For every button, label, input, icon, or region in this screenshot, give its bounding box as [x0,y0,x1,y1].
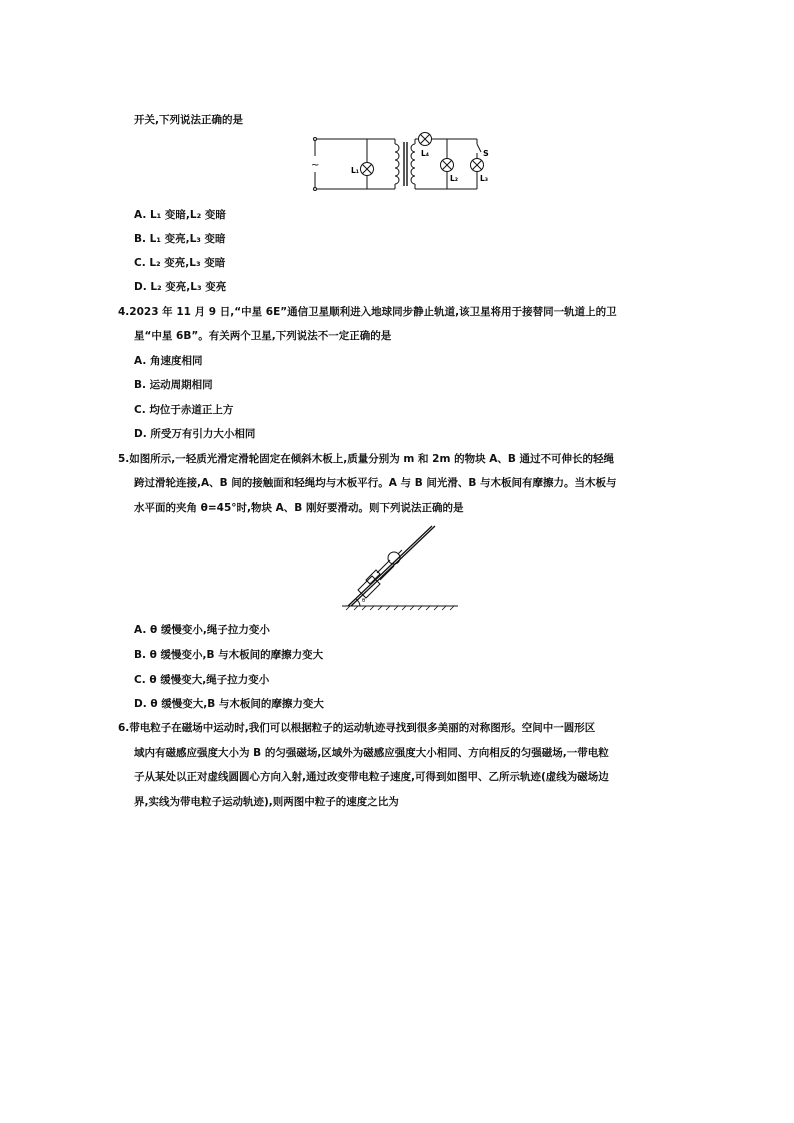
q3-option-a[interactable]: A. L₁ 变暗,L₂ 变暗 [134,209,226,221]
q3-option-c[interactable]: C. L₂ 变亮,L₃ 变暗 [134,257,226,269]
q3-option-d[interactable]: D. L₂ 变亮,L₃ 变亮 [134,281,227,293]
q5-stem-line1: 5.如图所示,一轻质光滑定滑轮固定在倾斜木板上,质量分别为 m 和 2m 的物块 A、B 通过不可伸长的轻绳 [118,453,615,465]
q5-option-b[interactable]: B. θ 缓慢变小,B 与木板间的摩擦力变大 [134,649,324,661]
incline-pulley-figure [336,522,462,612]
q4-option-c[interactable]: C. 均位于赤道正上方 [134,404,234,416]
label-l3: L₃ [480,174,489,183]
q4-option-d[interactable]: D. 所受万有引力大小相同 [134,428,256,440]
q5-option-a[interactable]: A. θ 缓慢变小,绳子拉力变小 [134,624,270,636]
label-l1: L₁ [351,166,360,175]
q6-stem-line4: 界,实线为带电粒子运动轨迹),则两图中粒子的速度之比为 [134,796,399,808]
q5-stem-line2: 跨过滑轮连接,A、B 间的接触面和轻绳均与木板平行。A 与 B 间光滑、B 与木板间有摩擦力。当木板与 [134,477,617,489]
angle-theta-label: θ [362,598,366,604]
label-l4: L₄ [421,149,430,158]
q4-option-b[interactable]: B. 运动周期相同 [134,379,213,391]
label-l2: L₂ [450,174,459,183]
q6-stem-line3: 子从某处以正对虚线圆圆心方向入射,通过改变带电粒子速度,可得到如图甲、乙所示轨迹(虚线为磁场边 [134,771,609,783]
q5-option-d[interactable]: D. θ 缓慢变大,B 与木板间的摩擦力变大 [134,698,324,710]
q3-option-b[interactable]: B. L₁ 变亮,L₃ 变暗 [134,233,226,245]
q5-option-c[interactable]: C. θ 缓慢变大,绳子拉力变小 [134,674,270,686]
label-switch-s: S [483,149,489,158]
q4-stem-line2: 星“中星 6B”。有关两个卫星,下列说法不一定正确的是 [134,330,392,342]
q5-stem-line3: 水平面的夹角 θ=45°时,物块 A、B 刚好要滑动。则下列说法正确的是 [134,502,464,514]
q4-option-a[interactable]: A. 角速度相同 [134,355,203,367]
transformer-circuit-figure [305,132,495,198]
q4-stem-line1: 4.2023 年 11 月 9 日,“中星 6E”通信卫星顺利进入地球同步静止轨道,该卫星将用于接替同一轨道上的卫 [118,306,617,318]
q3-stem-tail: 开关,下列说法正确的是 [134,114,243,126]
q6-stem-line1: 6.带电粒子在磁场中运动时,我们可以根据粒子的运动轨迹寻找到很多美丽的对称图形。空间中一圆形区 [118,722,596,734]
ac-source-symbol: ~ [311,160,320,171]
q6-stem-line2: 域内有磁感应强度大小为 B 的匀强磁场,区域外为磁感应强度大小相同、方向相反的匀强磁场,一带电粒 [134,747,609,759]
